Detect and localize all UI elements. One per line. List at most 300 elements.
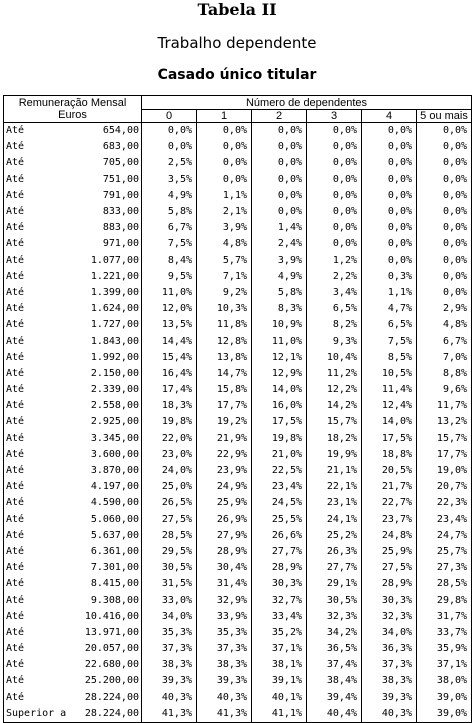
rate-cell: 21,7%: [362, 479, 417, 495]
rate-cell: 19,8%: [142, 414, 197, 430]
bracket-label: Até: [6, 286, 25, 298]
remuneration-cell: [4, 609, 142, 625]
table-row: [4, 560, 472, 576]
rate-cell: 9,5%: [142, 269, 197, 285]
rate-cell: 0,0%: [252, 123, 307, 140]
rate-cell: 37,1%: [252, 641, 307, 657]
rate-cell: 18,2%: [307, 431, 362, 447]
rate-cell: 0,0%: [362, 220, 417, 236]
table-row: [4, 382, 472, 398]
rate-cell: 22,0%: [142, 431, 197, 447]
rate-cell: 26,3%: [307, 544, 362, 560]
rate-cell: 13,5%: [142, 317, 197, 333]
rate-cell: 32,3%: [307, 609, 362, 625]
rate-cell: 19,8%: [252, 431, 307, 447]
remuneration-cell: [4, 592, 142, 608]
dependents-column-header: 1: [197, 110, 252, 123]
bracket-label: Até: [6, 173, 25, 185]
rate-cell: 23,0%: [142, 447, 197, 463]
bracket-label: Até: [6, 238, 25, 250]
bracket-amount: 6.361,00: [90, 545, 139, 557]
table-subtitle: Trabalho dependente: [157, 34, 317, 52]
rate-cell: 0,0%: [252, 172, 307, 188]
table-row: [4, 479, 472, 495]
rate-cell: 12,2%: [307, 382, 362, 398]
bracket-amount: 28.224,00: [84, 691, 139, 703]
rate-cell: 31,4%: [197, 576, 252, 592]
section-heading: Casado único titular: [157, 67, 317, 83]
rate-cell: 10,5%: [362, 366, 417, 382]
bracket-label: Até: [6, 189, 25, 201]
rate-cell: 11,2%: [307, 366, 362, 382]
rate-cell: 10,3%: [197, 301, 252, 317]
table-row: [4, 204, 472, 220]
remuneration-cell: [4, 269, 142, 285]
rate-cell: 38,1%: [252, 657, 307, 673]
withholding-rate-table: [3, 95, 472, 723]
rate-cell: 34,0%: [362, 625, 417, 641]
remuneration-cell: [4, 560, 142, 576]
rate-cell: 30,4%: [197, 560, 252, 576]
rate-cell: 2,2%: [307, 269, 362, 285]
rate-cell: 14,7%: [197, 366, 252, 382]
table-row: [4, 350, 472, 366]
rate-cell: 7,5%: [362, 333, 417, 349]
rate-cell: 0,0%: [307, 155, 362, 171]
rate-cell: 6,7%: [142, 220, 197, 236]
rate-cell: 0,0%: [142, 139, 197, 155]
rate-cell: 37,1%: [417, 657, 472, 673]
rate-cell: 25,9%: [362, 544, 417, 560]
bracket-amount: 2.558,00: [90, 400, 139, 412]
rate-cell: 22,9%: [197, 447, 252, 463]
table-row: [4, 253, 472, 269]
bracket-label: Até: [6, 545, 25, 557]
rate-cell: 27,5%: [142, 512, 197, 528]
rate-cell: 12,8%: [197, 333, 252, 349]
rate-cell: 1,1%: [362, 285, 417, 301]
rate-cell: 12,1%: [252, 350, 307, 366]
rate-cell: 39,4%: [307, 690, 362, 706]
rate-cell: 2,5%: [142, 155, 197, 171]
rate-cell: 9,6%: [417, 382, 472, 398]
remuneration-cell: [4, 657, 142, 673]
bracket-amount: 1.221,00: [90, 270, 139, 282]
rate-cell: 2,4%: [252, 236, 307, 252]
rate-cell: 8,4%: [142, 253, 197, 269]
rate-cell: 40,3%: [142, 690, 197, 706]
rate-cell: 28,5%: [142, 528, 197, 544]
table-row: [4, 220, 472, 236]
bracket-label: Até: [6, 529, 25, 541]
bracket-label: Até: [6, 206, 25, 218]
rate-cell: 14,2%: [307, 398, 362, 414]
bracket-amount: 8.415,00: [90, 578, 139, 590]
rate-cell: 40,1%: [252, 690, 307, 706]
rate-cell: 27,7%: [307, 560, 362, 576]
bracket-label: Até: [6, 319, 25, 331]
table-row: [4, 512, 472, 528]
rate-cell: 27,3%: [417, 560, 472, 576]
rate-cell: 29,1%: [307, 576, 362, 592]
table-row: [4, 657, 472, 673]
rate-cell: 17,4%: [142, 382, 197, 398]
bracket-amount: 2.925,00: [90, 416, 139, 428]
table-row: [4, 431, 472, 447]
rate-cell: 24,0%: [142, 463, 197, 479]
rate-cell: 11,4%: [362, 382, 417, 398]
rate-cell: 25,7%: [417, 544, 472, 560]
remuneration-cell: [4, 398, 142, 414]
rate-cell: 36,5%: [307, 641, 362, 657]
bracket-amount: 1.077,00: [90, 254, 139, 266]
rate-cell: 4,9%: [252, 269, 307, 285]
rate-cell: 32,7%: [252, 592, 307, 608]
rate-cell: 37,4%: [307, 657, 362, 673]
bracket-label: Até: [6, 562, 25, 574]
rate-cell: 0,0%: [417, 155, 472, 171]
rate-cell: 0,0%: [307, 172, 362, 188]
remuneration-cell: [4, 188, 142, 204]
rate-cell: 33,9%: [197, 609, 252, 625]
bracket-amount: 28.224,00: [84, 707, 139, 719]
remuneration-header-line2: Euros: [58, 109, 87, 121]
rate-cell: 4,8%: [417, 317, 472, 333]
rate-cell: 12,0%: [142, 301, 197, 317]
table-row: [4, 528, 472, 544]
table-row: [4, 269, 472, 285]
table-row: [4, 495, 472, 511]
rate-cell: 35,3%: [197, 625, 252, 641]
table-row: [4, 414, 472, 430]
rate-cell: 0,0%: [197, 123, 252, 140]
rate-cell: 31,5%: [142, 576, 197, 592]
table-row: [4, 366, 472, 382]
rate-cell: 15,4%: [142, 350, 197, 366]
rate-cell: 23,4%: [252, 479, 307, 495]
rate-cell: 25,5%: [252, 512, 307, 528]
table-title: Tabela II: [197, 0, 277, 19]
table-row: [4, 463, 472, 479]
rate-cell: 34,2%: [307, 625, 362, 641]
table-row: [4, 706, 472, 723]
bracket-label: Até: [6, 270, 25, 282]
rate-cell: 23,9%: [197, 463, 252, 479]
rate-cell: 4,8%: [197, 236, 252, 252]
table-row: [4, 139, 472, 155]
rate-cell: 0,0%: [307, 188, 362, 204]
dependents-column-header: 3: [307, 110, 362, 123]
bracket-label: Até: [6, 513, 25, 525]
rate-cell: 0,0%: [307, 123, 362, 140]
rate-cell: 39,3%: [197, 673, 252, 689]
table-row: [4, 673, 472, 689]
rate-cell: 39,3%: [362, 690, 417, 706]
rate-cell: 38,3%: [197, 657, 252, 673]
rate-cell: 24,7%: [417, 528, 472, 544]
bracket-amount: 1.992,00: [90, 351, 139, 363]
rate-cell: 19,9%: [307, 447, 362, 463]
table-row: [4, 544, 472, 560]
rate-cell: 23,1%: [307, 495, 362, 511]
bracket-amount: 833,00: [102, 206, 139, 218]
bracket-label: Até: [6, 497, 25, 509]
remuneration-cell: [4, 317, 142, 333]
table-row: [4, 236, 472, 252]
table-row: [4, 317, 472, 333]
bracket-label: Superior a: [6, 707, 67, 719]
rate-cell: 38,4%: [307, 673, 362, 689]
table-row: [4, 398, 472, 414]
remuneration-cell: [4, 155, 142, 171]
bracket-amount: 1.624,00: [90, 303, 139, 315]
bracket-amount: 751,00: [102, 173, 139, 185]
rate-cell: 17,7%: [417, 447, 472, 463]
rate-cell: 39,0%: [417, 706, 472, 723]
remuneration-cell: [4, 220, 142, 236]
rate-cell: 28,9%: [197, 544, 252, 560]
bracket-amount: 4.197,00: [90, 481, 139, 493]
remuneration-cell: [4, 673, 142, 689]
rate-cell: 17,5%: [362, 431, 417, 447]
rate-cell: 41,3%: [197, 706, 252, 723]
rate-cell: 0,0%: [417, 123, 472, 140]
rate-cell: 15,7%: [417, 431, 472, 447]
dependents-header: Número de dependentes: [142, 96, 472, 110]
bracket-amount: 20.057,00: [84, 643, 139, 655]
rate-cell: 13,2%: [417, 414, 472, 430]
rate-cell: 27,5%: [362, 560, 417, 576]
remuneration-cell: [4, 204, 142, 220]
table-row: [4, 641, 472, 657]
rate-cell: 0,0%: [417, 220, 472, 236]
rate-cell: 12,4%: [362, 398, 417, 414]
rate-cell: 39,3%: [142, 673, 197, 689]
rate-cell: 28,9%: [252, 560, 307, 576]
rate-cell: 10,9%: [252, 317, 307, 333]
rate-cell: 0,0%: [362, 188, 417, 204]
bracket-amount: 4.590,00: [90, 497, 139, 509]
rate-cell: 0,0%: [362, 253, 417, 269]
bracket-amount: 971,00: [102, 238, 139, 250]
table-body: [4, 123, 472, 723]
rate-cell: 0,0%: [362, 172, 417, 188]
rate-cell: 1,4%: [252, 220, 307, 236]
bracket-label: Até: [6, 254, 25, 266]
rate-cell: 38,0%: [417, 673, 472, 689]
rate-cell: 11,0%: [252, 333, 307, 349]
rate-cell: 21,9%: [197, 431, 252, 447]
remuneration-cell: [4, 625, 142, 641]
rate-cell: 4,7%: [362, 301, 417, 317]
rate-cell: 0,0%: [417, 139, 472, 155]
bracket-label: Até: [6, 416, 25, 428]
rate-cell: 7,1%: [197, 269, 252, 285]
rate-cell: 8,3%: [252, 301, 307, 317]
rate-cell: 6,5%: [362, 317, 417, 333]
rate-cell: 0,0%: [197, 172, 252, 188]
bracket-amount: 1.727,00: [90, 319, 139, 331]
remuneration-cell: [4, 123, 142, 140]
bracket-label: Até: [6, 691, 25, 703]
bracket-label: Até: [6, 594, 25, 606]
table-row: [4, 447, 472, 463]
bracket-label: Até: [6, 384, 25, 396]
rate-cell: 0,0%: [252, 204, 307, 220]
rate-cell: 33,0%: [142, 592, 197, 608]
table-row: [4, 155, 472, 171]
rate-cell: 0,0%: [307, 220, 362, 236]
rate-cell: 8,8%: [417, 366, 472, 382]
rate-cell: 3,4%: [307, 285, 362, 301]
rate-cell: 25,2%: [307, 528, 362, 544]
rate-cell: 0,0%: [417, 253, 472, 269]
bracket-amount: 1.843,00: [90, 335, 139, 347]
dependents-column-header: 2: [252, 110, 307, 123]
bracket-amount: 883,00: [102, 222, 139, 234]
rate-cell: 24,5%: [252, 495, 307, 511]
bracket-amount: 3.870,00: [90, 465, 139, 477]
rate-cell: 35,9%: [417, 641, 472, 657]
table-row: [4, 188, 472, 204]
bracket-amount: 25.200,00: [84, 675, 139, 687]
rate-cell: 0,0%: [417, 236, 472, 252]
bracket-amount: 2.339,00: [90, 384, 139, 396]
dependents-column-header: 4: [362, 110, 417, 123]
remuneration-header: [4, 96, 142, 123]
rate-cell: 24,8%: [362, 528, 417, 544]
rate-cell: 0,0%: [362, 139, 417, 155]
rate-cell: 22,5%: [252, 463, 307, 479]
rate-cell: 23,7%: [362, 512, 417, 528]
remuneration-cell: [4, 333, 142, 349]
remuneration-cell: [4, 350, 142, 366]
bracket-label: Até: [6, 643, 25, 655]
rate-cell: 0,0%: [417, 172, 472, 188]
rate-cell: 1,1%: [197, 188, 252, 204]
rate-cell: 29,5%: [142, 544, 197, 560]
rate-cell: 19,2%: [197, 414, 252, 430]
bracket-label: Até: [6, 222, 25, 234]
rate-cell: 8,2%: [307, 317, 362, 333]
rate-cell: 18,8%: [362, 447, 417, 463]
dependents-column-header: 5 ou mais: [417, 110, 472, 123]
rate-cell: 35,2%: [252, 625, 307, 641]
rate-cell: 26,9%: [197, 512, 252, 528]
rate-cell: 18,3%: [142, 398, 197, 414]
table-row: [4, 285, 472, 301]
rate-cell: 11,7%: [417, 398, 472, 414]
rate-cell: 21,1%: [307, 463, 362, 479]
remuneration-cell: [4, 641, 142, 657]
rate-cell: 40,3%: [362, 706, 417, 723]
remuneration-cell: [4, 690, 142, 706]
rate-cell: 0,0%: [362, 123, 417, 140]
rate-cell: 25,0%: [142, 479, 197, 495]
rate-cell: 15,7%: [307, 414, 362, 430]
rate-cell: 6,7%: [417, 333, 472, 349]
bracket-label: Até: [6, 626, 25, 638]
rate-cell: 29,8%: [417, 592, 472, 608]
bracket-label: Até: [6, 675, 25, 687]
rate-cell: 1,2%: [307, 253, 362, 269]
rate-cell: 21,0%: [252, 447, 307, 463]
remuneration-cell: [4, 447, 142, 463]
remuneration-cell: [4, 172, 142, 188]
rate-cell: 0,0%: [197, 139, 252, 155]
remuneration-cell: [4, 544, 142, 560]
bracket-label: Até: [6, 335, 25, 347]
rate-cell: 17,5%: [252, 414, 307, 430]
rate-cell: 37,3%: [142, 641, 197, 657]
table-row: [4, 592, 472, 608]
rate-cell: 38,3%: [142, 657, 197, 673]
table-row: [4, 123, 472, 140]
rate-cell: 39,0%: [417, 690, 472, 706]
bracket-amount: 791,00: [102, 189, 139, 201]
bracket-amount: 5.060,00: [90, 513, 139, 525]
table-row: [4, 172, 472, 188]
rate-cell: 0,0%: [417, 188, 472, 204]
rate-cell: 0,0%: [417, 269, 472, 285]
bracket-label: Até: [6, 481, 25, 493]
rate-cell: 0,0%: [307, 236, 362, 252]
rate-cell: 37,3%: [197, 641, 252, 657]
rate-cell: 30,3%: [252, 576, 307, 592]
rate-cell: 0,0%: [252, 155, 307, 171]
bracket-label: Até: [6, 351, 25, 363]
rate-cell: 17,7%: [197, 398, 252, 414]
rate-cell: 41,3%: [142, 706, 197, 723]
rate-cell: 14,0%: [362, 414, 417, 430]
bracket-amount: 705,00: [102, 157, 139, 169]
rate-cell: 30,5%: [307, 592, 362, 608]
rate-cell: 0,0%: [417, 204, 472, 220]
bracket-amount: 7.301,00: [90, 562, 139, 574]
rate-cell: 26,6%: [252, 528, 307, 544]
bracket-label: Até: [6, 303, 25, 315]
rate-cell: 14,0%: [252, 382, 307, 398]
rate-cell: 0,0%: [307, 204, 362, 220]
rate-cell: 11,0%: [142, 285, 197, 301]
bracket-label: Até: [6, 432, 25, 444]
rate-cell: 6,5%: [307, 301, 362, 317]
rate-cell: 41,1%: [252, 706, 307, 723]
bracket-label: Até: [6, 141, 25, 153]
bracket-label: Até: [6, 157, 25, 169]
rate-cell: 13,8%: [197, 350, 252, 366]
remuneration-cell: [4, 431, 142, 447]
remuneration-cell: [4, 512, 142, 528]
rate-cell: 4,9%: [142, 188, 197, 204]
rate-cell: 0,0%: [417, 285, 472, 301]
rate-cell: 22,7%: [362, 495, 417, 511]
rate-cell: 0,0%: [197, 155, 252, 171]
bracket-amount: 22.680,00: [84, 659, 139, 671]
rate-cell: 9,2%: [197, 285, 252, 301]
rate-cell: 0,3%: [362, 269, 417, 285]
rate-cell: 11,8%: [197, 317, 252, 333]
rate-cell: 32,3%: [362, 609, 417, 625]
rate-cell: 16,4%: [142, 366, 197, 382]
rate-cell: 0,0%: [362, 204, 417, 220]
table-row: [4, 625, 472, 641]
rate-cell: 24,9%: [197, 479, 252, 495]
rate-cell: 3,9%: [197, 220, 252, 236]
remuneration-cell: [4, 576, 142, 592]
rate-cell: 35,3%: [142, 625, 197, 641]
rate-cell: 12,9%: [252, 366, 307, 382]
